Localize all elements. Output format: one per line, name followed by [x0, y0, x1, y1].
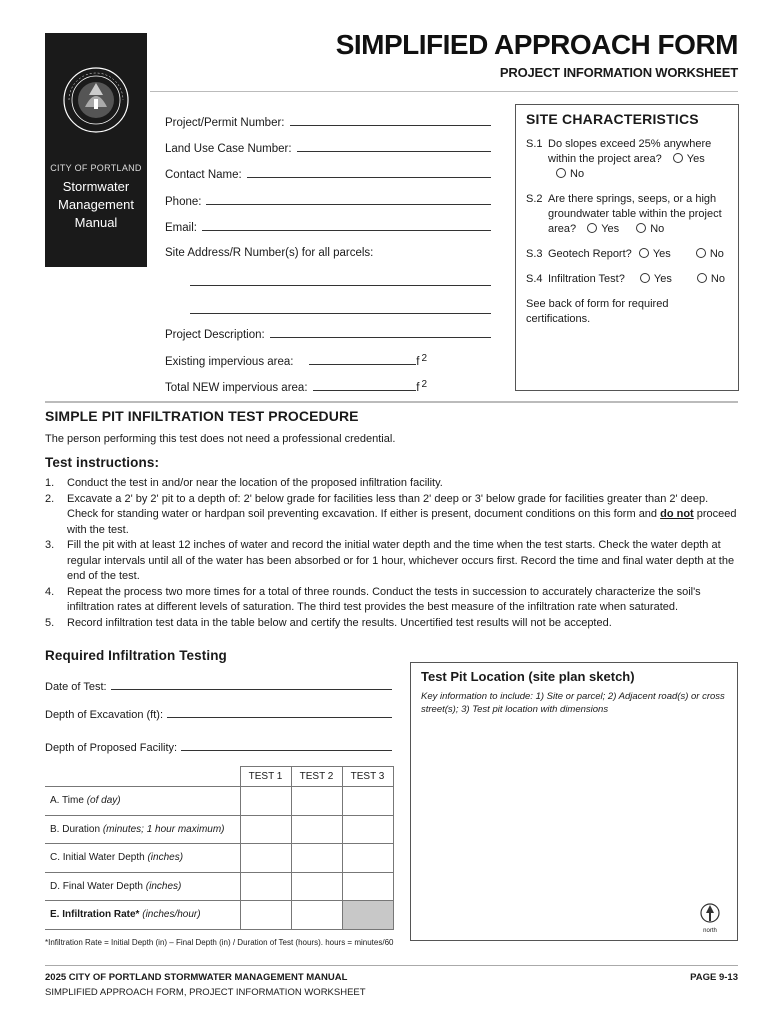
footer-form-title: SIMPLIFIED APPROACH FORM, PROJECT INFORMATION WORKSHEET — [45, 987, 366, 998]
list-item — [45, 538, 738, 585]
column-header: TEST 3 — [342, 767, 393, 787]
phone-field[interactable] — [165, 194, 491, 208]
site-characteristics-heading: SITE CHARACTERISTICS — [526, 111, 699, 127]
s2-no-radio[interactable] — [636, 223, 646, 233]
row-label-text: B. Duration — [50, 823, 101, 835]
test-pit-info: Key information to include: 1) Site or parcel; 2) Adjacent road(s) or cross street(s); 3) Test pit location with dimensions — [421, 691, 725, 715]
step-text: Record infiltration test data in the table below and certify the results. Uncertified test results will not be accepted. — [67, 616, 612, 629]
question-number: S.1 — [526, 138, 543, 150]
table-row — [45, 901, 393, 930]
data-cell[interactable] — [342, 787, 393, 816]
logo-manual-title — [45, 178, 147, 232]
data-cell[interactable] — [240, 872, 291, 901]
list-item — [45, 585, 738, 616]
step-number: 2. — [45, 492, 55, 505]
instructions-heading: Test instructions: — [45, 455, 160, 470]
yes-label: Yes — [686, 153, 705, 165]
s3-no-radio[interactable] — [696, 248, 706, 258]
testing-heading: Required Infiltration Testing — [45, 648, 227, 663]
permit-number-label: Project/Permit Number: — [165, 117, 285, 129]
site-question-s4 — [526, 272, 728, 287]
data-cell[interactable] — [342, 872, 393, 901]
row-label-text: D. Final Water Depth — [50, 880, 143, 892]
row-label — [45, 844, 240, 873]
question-text: Do slopes exceed 25% anywhere within the project area? — [548, 138, 712, 165]
project-description-label: Project Description: — [165, 329, 265, 341]
data-cell[interactable] — [240, 901, 291, 930]
table-row — [45, 844, 393, 873]
s1-yes-radio[interactable] — [673, 153, 683, 163]
list-item — [45, 492, 738, 539]
depth-facility-line[interactable] — [181, 740, 392, 751]
row-label — [45, 787, 240, 816]
step-number: 1. — [45, 477, 55, 489]
site-address-field — [165, 247, 491, 259]
table-header-row — [45, 767, 393, 787]
step-text: Conduct the test in and/or near the location of the proposed infiltration facility. — [67, 477, 443, 489]
table-corner-cell — [45, 767, 240, 787]
project-description-line[interactable] — [270, 327, 491, 338]
data-cell[interactable] — [291, 844, 342, 873]
site-question-s3 — [526, 247, 728, 262]
north-label: north — [703, 928, 717, 934]
test-pit-location-panel[interactable] — [410, 662, 738, 941]
question-text: Infiltration Test? — [548, 273, 625, 285]
logo-manual-line: Management — [58, 197, 134, 212]
contact-name-field[interactable] — [165, 167, 491, 181]
s3-yes-radio[interactable] — [639, 248, 649, 258]
data-cell[interactable] — [240, 787, 291, 816]
site-address-line-2[interactable] — [190, 313, 491, 314]
data-cell[interactable] — [342, 844, 393, 873]
phone-line[interactable] — [206, 194, 491, 205]
step-text: Repeat the process two more times for a total of three rounds. Conduct the tests in succession to accurately characterize the soil's infiltration rates at different levels of saturation. The third test provides the best measure of the infiltration rate when saturated. — [67, 585, 701, 613]
infiltration-rate-footnote: *Infiltration Rate = Initial Depth (in) – Final Depth (in) / Duration of Test (hours). hours = minutes/60 — [45, 938, 394, 947]
table-row — [45, 872, 393, 901]
existing-impervious-line[interactable] — [309, 354, 416, 365]
list-item — [45, 476, 738, 492]
no-label: No — [709, 248, 724, 260]
footer-manual-title: 2025 CITY OF PORTLAND STORMWATER MANAGEMENT MANUAL — [45, 972, 348, 983]
no-label: No — [710, 273, 725, 285]
emphasis-text: do not — [660, 508, 694, 520]
new-impervious-field[interactable] — [165, 380, 427, 394]
row-label-text: A. Time — [50, 795, 84, 807]
step-number: 4. — [45, 585, 55, 598]
date-of-test-label: Date of Test: — [45, 681, 107, 693]
question-number: S.4 — [526, 273, 543, 285]
table-row — [45, 787, 393, 816]
permit-number-line[interactable] — [290, 115, 491, 126]
step-text — [67, 492, 738, 539]
s2-yes-radio[interactable] — [587, 223, 597, 233]
city-logo-block — [45, 33, 147, 267]
north-arrow-icon — [700, 903, 720, 923]
city-seal-icon — [61, 55, 131, 165]
s1-no-radio[interactable] — [556, 168, 566, 178]
existing-impervious-label: Existing impervious area: — [165, 356, 294, 368]
row-label — [45, 815, 240, 844]
contact-name-line[interactable] — [247, 167, 491, 178]
row-label-unit: (minutes; 1 hour maximum) — [102, 823, 225, 835]
depth-excavation-line[interactable] — [167, 707, 392, 718]
row-label — [45, 872, 240, 901]
depth-facility-field[interactable] — [45, 740, 392, 754]
instructions-list — [45, 476, 738, 631]
data-cell[interactable] — [291, 872, 342, 901]
section-divider — [45, 401, 738, 403]
contact-name-label: Contact Name: — [165, 169, 242, 181]
page-subtitle: PROJECT INFORMATION WORKSHEET — [499, 65, 738, 80]
page-title: SIMPLIFIED APPROACH FORM — [335, 29, 738, 60]
phone-label: Phone: — [165, 196, 202, 208]
certification-note: See back of form for required certifications. — [526, 298, 669, 325]
step-text-part: Excavate a 2' by 2' pit to a depth of: 2' below grade for facilities less than 2' deep or 3' below grade for facilities greater than 2' deep. Check for standing water or hardpan soil preventing excavation. If either is present, document conditions on this form and — [67, 492, 709, 520]
depth-excavation-field[interactable] — [45, 707, 392, 721]
land-use-line[interactable] — [297, 141, 491, 152]
footer-divider — [45, 965, 738, 966]
page-number: PAGE 9-13 — [690, 972, 738, 983]
site-characteristics-panel — [515, 104, 739, 391]
yes-label: Yes — [652, 248, 671, 260]
question-text: Geotech Report? — [548, 248, 632, 260]
row-label-text: E. Infiltration Rate* — [50, 909, 140, 921]
s4-yes-radio[interactable] — [640, 273, 650, 283]
no-label: No — [570, 168, 585, 180]
email-line[interactable] — [202, 220, 491, 231]
site-question-s1 — [526, 137, 728, 182]
test-pit-title: Test Pit Location (site plan sketch) — [421, 669, 635, 684]
site-question-s2 — [526, 192, 728, 237]
data-cell[interactable] — [240, 844, 291, 873]
land-use-label: Land Use Case Number: — [165, 143, 292, 155]
email-field[interactable] — [165, 220, 491, 234]
yes-label: Yes — [653, 273, 672, 285]
unit-superscript: 2 — [421, 353, 427, 364]
logo-manual-line: Manual — [74, 215, 118, 230]
email-label: Email: — [165, 222, 197, 234]
row-label-unit: (inches) — [145, 880, 182, 892]
row-label-unit: (inches/hour) — [142, 909, 201, 921]
question-number: S.2 — [526, 193, 543, 205]
new-impervious-line[interactable] — [313, 380, 417, 391]
step-number: 3. — [45, 539, 55, 551]
step-number: 5. — [45, 616, 55, 629]
unit-superscript: 2 — [421, 379, 427, 390]
data-cell[interactable] — [240, 815, 291, 844]
project-description-field[interactable] — [165, 327, 491, 341]
new-impervious-label: Total NEW impervious area: — [165, 382, 308, 394]
logo-manual-line: Stormwater — [62, 179, 130, 194]
land-use-field[interactable] — [165, 141, 491, 155]
site-address-label: Site Address/R Number(s) for all parcels: — [165, 247, 374, 259]
site-address-line-1[interactable] — [190, 285, 491, 286]
procedure-intro: The person performing this test does not need a professional credential. — [45, 433, 396, 445]
s4-no-radio[interactable] — [697, 273, 707, 283]
yes-label: Yes — [601, 223, 620, 235]
row-label-text: C. Initial Water Depth — [50, 852, 145, 864]
question-number: S.3 — [526, 248, 543, 260]
infiltration-data-table — [45, 766, 394, 930]
title-divider — [150, 91, 738, 92]
data-cell[interactable] — [291, 815, 342, 844]
depth-facility-label: Depth of Proposed Facility: — [45, 742, 178, 754]
logo-city-label: CITY OF PORTLAND — [50, 163, 142, 173]
data-cell[interactable] — [291, 787, 342, 816]
permit-number-field[interactable] — [165, 115, 491, 129]
depth-excavation-label: Depth of Excavation (ft): — [45, 709, 163, 721]
row-label-unit: (of day) — [86, 795, 121, 807]
north-arrow — [699, 903, 721, 934]
existing-impervious-field[interactable] — [165, 354, 427, 368]
unit-label: f — [416, 382, 420, 394]
step-text-part: proceed with the test. — [67, 508, 737, 536]
data-cell[interactable] — [342, 815, 393, 844]
procedure-heading: SIMPLE PIT INFILTRATION TEST PROCEDURE — [45, 408, 359, 424]
shaded-cell — [342, 901, 393, 930]
list-item — [45, 616, 738, 632]
column-header: TEST 1 — [240, 767, 291, 787]
data-cell[interactable] — [291, 901, 342, 930]
date-of-test-field[interactable] — [45, 679, 392, 693]
date-of-test-line[interactable] — [111, 679, 392, 690]
table-row — [45, 815, 393, 844]
row-label-unit: (inches) — [147, 852, 184, 864]
unit-label: f — [416, 356, 420, 368]
question-text: Are there springs, seeps, or a high groundwater table within the project area? — [548, 193, 722, 235]
no-label: No — [650, 223, 665, 235]
row-label — [45, 901, 240, 930]
column-header: TEST 2 — [291, 767, 342, 787]
step-text: Fill the pit with at least 12 inches of water and record the initial water depth and the time when the test starts. Check the water depth at regular intervals until all of the water has been absorbed or for 1 hour, whichever occurs first. Record the time and final water depth at the end of the test. — [67, 539, 735, 582]
